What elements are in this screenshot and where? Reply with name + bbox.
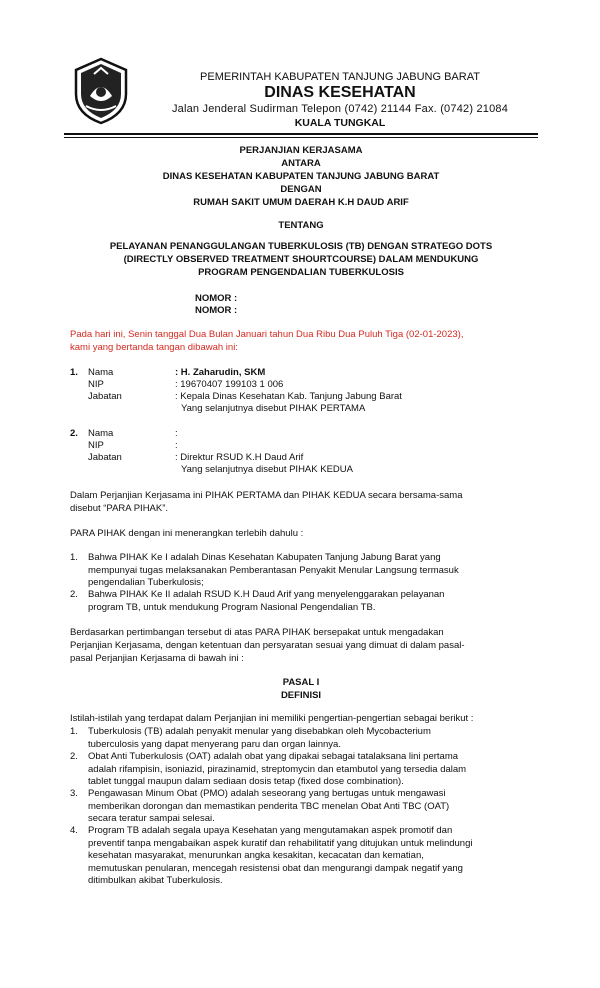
item-line: Bahwa PIHAK Ke I adalah Dinas Kesehatan Kabupaten Tanjung Jabung Barat yang xyxy=(88,552,441,563)
party1-name-value: : H. Zaharudin, SKM xyxy=(175,367,266,378)
party2-number: 2. xyxy=(70,428,78,439)
pasal-subtitle: DEFINISI xyxy=(280,690,322,701)
item-line: pengendalian Tuberkulosis; xyxy=(88,577,204,589)
definition-item xyxy=(70,751,532,789)
opening-paragraph xyxy=(70,329,532,355)
item-number: 4. xyxy=(70,825,78,836)
item-line: ditimbulkan akibat Tuberkulosis. xyxy=(88,875,223,887)
party2-nip-label: NIP xyxy=(88,440,104,451)
pasal-heading xyxy=(64,676,538,702)
party1-jabatan-label: Jabatan xyxy=(88,391,122,402)
subject-line: (DIRECTLY OBSERVED TREATMENT SHOURTCOURSE) DALAM MENDUKUNG xyxy=(123,254,479,265)
party2-name-value: : xyxy=(175,428,178,439)
party1-name-label: Nama xyxy=(88,367,114,378)
item-line: program TB, untuk mendukung Program Nasional Pengendalian TB. xyxy=(88,601,376,613)
opening-line: Pada hari ini, Senin tanggal Dua Bulan Januari tahun Dua Ribu Dua Puluh Tiga (02-01-2023), xyxy=(70,329,464,340)
nomor-line-2: NOMOR : xyxy=(195,305,238,316)
item-line: memutuskan penularan, mencegah resistensi obat dan mengurangi dampak negatif yang xyxy=(88,862,463,874)
item-line: mempunyai tugas melaksanakan Pemberantasan Penyakit Menular Langsung termasuk xyxy=(88,564,459,576)
party1-nip-label: NIP xyxy=(88,379,104,390)
party2-name-label: Nama xyxy=(88,428,114,439)
istilah-text: Istilah-istilah yang terdapat dalam Perjanjian ini memiliki pengertian-pengertian sebagai berikut : xyxy=(70,713,474,724)
berdasarkan-line: Perjanjian Kerjasama, dengan ketentuan dan persyaratan sesuai yang dimuat di dalam pasal- xyxy=(70,639,465,651)
subject-line: PROGRAM PENGENDALIAN TUBERKULOSIS xyxy=(198,267,404,278)
item-line: Bahwa PIHAK Ke II adalah RSUD K.H Daud Arif yang menyelenggarakan pelayanan xyxy=(88,589,445,600)
party2-note: Yang selanjutnya disebut PIHAK KEDUA xyxy=(181,464,353,475)
party2-nip-value: : xyxy=(175,440,178,451)
item-number: 2. xyxy=(70,751,78,762)
item-line: secara teratur sampai selesai. xyxy=(88,813,215,825)
agreement-title xyxy=(64,144,538,209)
title-line: DINAS KESEHATAN KABUPATEN TANJUNG JABUNG BARAT xyxy=(162,171,440,182)
pasal-title: PASAL I xyxy=(282,677,320,688)
tentang-heading: TENTANG xyxy=(278,220,324,231)
consideration-item xyxy=(70,589,532,614)
item-line: Program TB adalah segala upaya Kesehatan yang mengutamakan aspek promotif dan xyxy=(88,825,453,836)
item-number: 1. xyxy=(70,552,78,563)
letterhead-rule xyxy=(64,133,538,135)
berdasarkan-line: pasal Perjanjian Kerjasama di bawah ini : xyxy=(70,652,244,664)
header-agency: DINAS KESEHATAN xyxy=(264,84,416,101)
title-line: ANTARA xyxy=(281,158,321,169)
party1-note: Yang selanjutnya disebut PIHAK PERTAMA xyxy=(181,403,366,414)
berdasarkan-paragraph xyxy=(70,627,532,665)
item-line: kesehatan masyarakat, menurunkan angka kesakitan, kecacatan dan kematian, xyxy=(88,850,424,862)
item-line: Obat Anti Tuberkulosis (OAT) adalah obat yang dipakai sebagai tatalaksana lini pertama xyxy=(88,751,459,762)
title-line: RUMAH SAKIT UMUM DAERAH K.H DAUD ARIF xyxy=(193,197,409,208)
party1-jabatan-value: : Kepala Dinas Kesehatan Kab. Tanjung Jabung Barat xyxy=(175,391,402,402)
item-number: 3. xyxy=(70,788,78,799)
opening-line: kami yang bertanda tangan dibawah ini: xyxy=(70,341,238,353)
menerangkan-text: PARA PIHAK dengan ini menerangkan terlebih dahulu : xyxy=(70,528,304,539)
party1-number: 1. xyxy=(70,367,78,378)
nomor-line-1: NOMOR : xyxy=(195,293,238,304)
item-number: 1. xyxy=(70,726,78,737)
header-address: Jalan Jenderal Sudirman Telepon (0742) 21144 Fax. (0742) 21084 xyxy=(171,103,509,115)
title-line: PERJANJIAN KERJASAMA xyxy=(239,145,363,156)
berdasarkan-line: Berdasarkan pertimbangan tersebut di atas PARA PIHAK bersepakat untuk mengadakan xyxy=(70,627,444,638)
item-number: 2. xyxy=(70,589,78,600)
party1-nip-value: : 19670407 199103 1 006 xyxy=(175,379,284,390)
para-pihak-paragraph xyxy=(70,490,532,516)
agreement-subject xyxy=(64,240,538,279)
party2-jabatan-label: Jabatan xyxy=(88,452,122,463)
header-government: PEMERINTAH KABUPATEN TANJUNG JABUNG BARAT xyxy=(200,71,480,83)
item-line: memberikan dorongan dan memastikan penderita TBC menelan Obat Anti TBC (OAT) xyxy=(88,800,450,812)
definition-item xyxy=(70,825,532,888)
party2-jabatan-value: : Direktur RSUD K.H Daud Arif xyxy=(175,452,304,463)
item-line: Tuberkulosis (TB) adalah penyakit menular yang disebabkan oleh Mycobacterium xyxy=(88,726,431,737)
item-line: preventif tanpa mengabaikan aspek kuratif dan rehabilitatif yang ditujukan untuk melindungi xyxy=(88,837,473,849)
item-line: tablet tunggal maupun dalam sediaan dosis tetap (fixed dose combination). xyxy=(88,776,404,788)
subject-line: PELAYANAN PENANGGULANGAN TUBERKULOSIS (TB) DENGAN STRATEGO DOTS xyxy=(109,241,493,252)
definition-item xyxy=(70,788,532,826)
para-pihak-line: disebut “PARA PIHAK”. xyxy=(70,502,169,514)
title-line: DENGAN xyxy=(280,184,322,195)
definition-item xyxy=(70,726,532,751)
item-line: tuberculosis yang dapat menyerang paru dan organ lainnya. xyxy=(88,738,341,750)
consideration-item xyxy=(70,552,532,590)
item-line: adalah rifampisin, isoniazid, pirazinamid, streptomycin dan etambutol yang tersedia dalam xyxy=(88,763,467,775)
item-line: Pengawasan Minum Obat (PMO) adalah seseorang yang bertugas untuk mengawasi xyxy=(88,788,446,799)
para-pihak-line: Dalam Perjanjian Kerjasama ini PIHAK PERTAMA dan PIHAK KEDUA secara bersama-sama xyxy=(70,490,463,501)
header-city: KUALA TUNGKAL xyxy=(294,117,386,129)
regency-emblem-logo xyxy=(66,56,136,126)
letterhead-rule-thin xyxy=(64,137,538,138)
